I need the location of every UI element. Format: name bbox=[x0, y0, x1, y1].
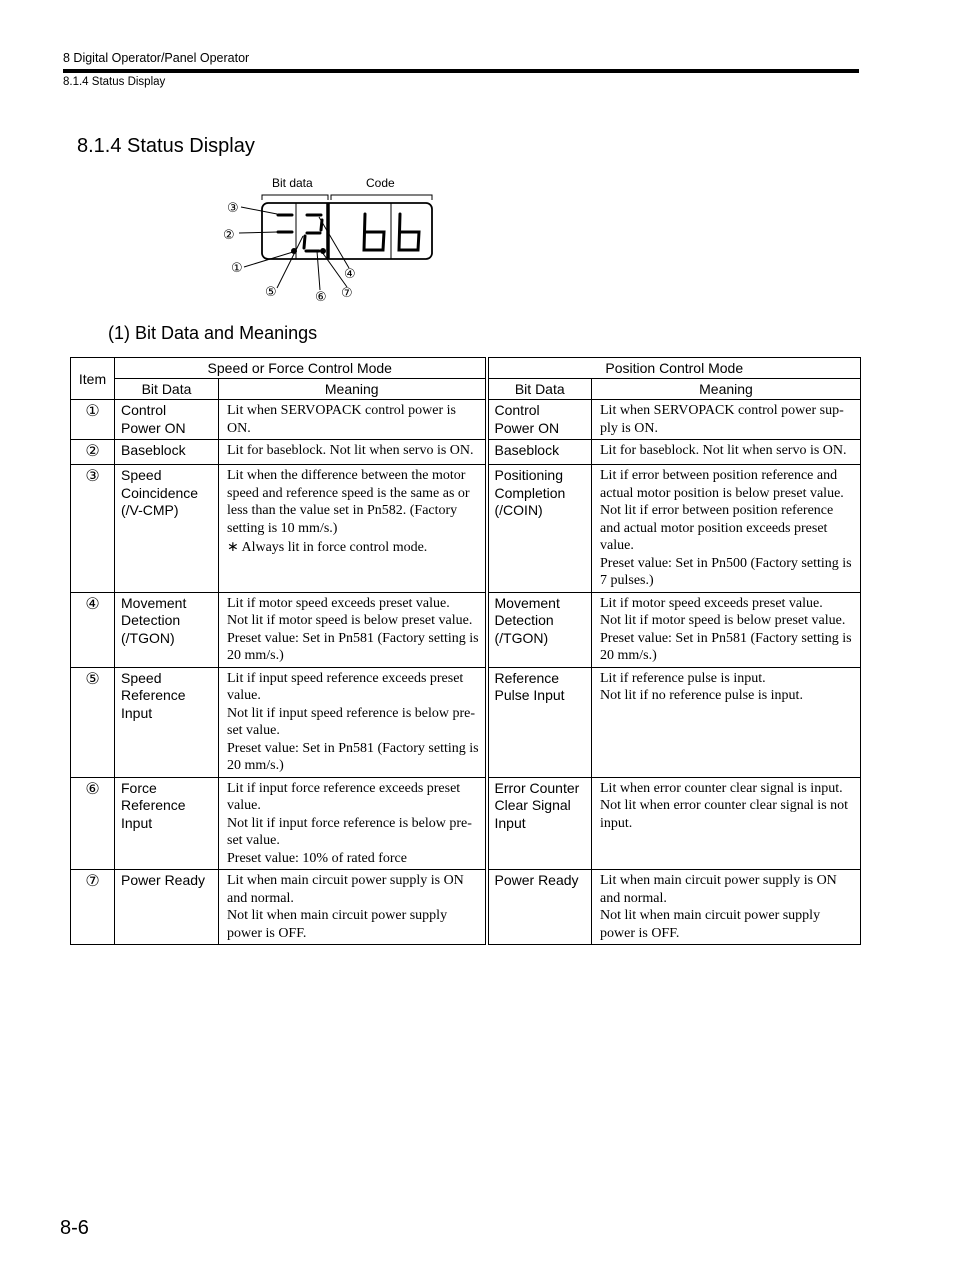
callout-1: ① bbox=[231, 261, 243, 276]
position-bit-data-cell bbox=[487, 870, 592, 945]
speed-bit-data-cell-text: Force Reference Input bbox=[121, 779, 186, 831]
speed-bit-data-cell bbox=[115, 592, 219, 667]
callout-3: ③ bbox=[227, 201, 239, 216]
speed-meaning-cell bbox=[219, 465, 487, 593]
item-cell-text: ① bbox=[85, 403, 100, 420]
code-digit-b2 bbox=[399, 214, 419, 250]
position-meaning-cell bbox=[592, 400, 861, 440]
speed-meaning-cell-text: Lit if input speed reference exceeds preset value. Not lit if input speed reference is below pre-set value. Preset value: Set in Pn581 (Factory setting is 20 mm/s.) bbox=[227, 670, 479, 773]
position-bit-data-cell bbox=[487, 777, 592, 870]
bit-data-bracket bbox=[262, 195, 328, 200]
code-label: Code bbox=[366, 176, 395, 190]
speed-meaning-cell bbox=[219, 870, 487, 945]
callout-7: ⑦ bbox=[341, 286, 353, 301]
position-meaning-cell bbox=[592, 440, 861, 465]
position-meaning-cell bbox=[592, 870, 861, 945]
subsection-title: (1) Bit Data and Meanings bbox=[108, 323, 318, 343]
position-meaning-cell bbox=[592, 667, 861, 777]
position-bit-data-cell bbox=[487, 667, 592, 777]
item-cell bbox=[71, 870, 115, 945]
item-cell bbox=[71, 400, 115, 440]
speed-bit-data-cell-text: Speed Coincidence (/V-CMP) bbox=[121, 467, 199, 518]
table-subheader-row bbox=[71, 379, 861, 400]
bit-digit-1 bbox=[278, 215, 296, 253]
callout-6: ⑥ bbox=[315, 290, 327, 305]
running-header-section: 8.1.4 Status Display bbox=[63, 76, 166, 88]
position-bit-data-cell-text: Reference Pulse Input bbox=[494, 669, 565, 703]
table-row bbox=[71, 465, 861, 593]
header-rule bbox=[63, 69, 859, 73]
speed-meaning-cell bbox=[219, 667, 487, 777]
table-row bbox=[71, 777, 861, 870]
position-meaning-cell-text: Lit when main circuit power supply is ON and normal. Not lit when main circuit power supply power is OFF. bbox=[600, 873, 837, 941]
item-cell-text: ⑤ bbox=[85, 670, 100, 688]
code-digit-b1 bbox=[364, 214, 384, 250]
speed-bit-data-cell-text: Control Power ON bbox=[121, 402, 186, 436]
position-mode-header: Position Control Mode bbox=[487, 358, 861, 379]
position-bit-data-header: Bit Data bbox=[487, 379, 592, 400]
position-bit-data-cell bbox=[487, 592, 592, 667]
item-cell bbox=[71, 777, 115, 870]
item-cell-text: ③ bbox=[85, 468, 100, 485]
table-row bbox=[71, 440, 861, 465]
table-row bbox=[71, 667, 861, 777]
item-cell bbox=[71, 667, 115, 777]
speed-bit-data-cell bbox=[115, 777, 219, 870]
item-cell bbox=[71, 465, 115, 593]
bit-data-table bbox=[70, 357, 861, 945]
code-bracket bbox=[331, 195, 432, 200]
speed-bit-data-cell bbox=[115, 400, 219, 440]
speed-meaning-cell-text: Lit if motor speed exceeds preset value. Not lit if motor speed is below preset value. Preset value: Set in Pn581 (Factory setting is 20 mm/s.) bbox=[227, 595, 479, 663]
speed-meaning-cell bbox=[219, 400, 487, 440]
speed-bit-data-cell-text: Power Ready bbox=[121, 872, 206, 888]
position-meaning-cell bbox=[592, 465, 861, 593]
section-title: 8.1.4 Status Display bbox=[77, 135, 255, 157]
item-cell-text: ④ bbox=[85, 595, 100, 613]
item-cell-text: ⑥ bbox=[85, 780, 100, 798]
position-meaning-cell-text: Lit if error between position reference and actual motor position is below preset value. Not lit if error between position reference and actual motor position exceeds preset value. Preset value: Set in Pn500 (Factory setting is 7 pulses.) bbox=[600, 468, 852, 588]
position-bit-data-cell-text: Error Counter Clear Signal Input bbox=[494, 779, 580, 831]
speed-meaning-cell-text: Lit when the difference between the motor speed and reference speed is the same as or less than the value set in Pn582. (Factory setting is 10 mm/s.) bbox=[227, 468, 470, 536]
speed-meaning-cell-text: Lit when main circuit power supply is ON and normal. Not lit when main circuit power supply power is OFF. bbox=[227, 873, 464, 941]
speed-bit-data-cell bbox=[115, 870, 219, 945]
position-bit-data-cell-text: Baseblock bbox=[494, 442, 560, 458]
speed-bit-data-cell bbox=[115, 667, 219, 777]
page-number: 8-6 bbox=[60, 1217, 89, 1239]
speed-bit-data-cell-text: Baseblock bbox=[121, 442, 186, 458]
callout-5: ⑤ bbox=[265, 285, 277, 300]
speed-bit-data-cell-text: Speed Reference Input bbox=[121, 669, 186, 721]
callout-2: ② bbox=[223, 228, 235, 243]
segment-lower-left bbox=[304, 236, 305, 248]
speed-meaning-cell-text: Lit if input force reference exceeds preset value. Not lit if input force reference is below pre-set value. Preset value: 10% of rated force bbox=[227, 780, 472, 866]
running-header-chapter: 8 Digital Operator/Panel Operator bbox=[63, 51, 250, 65]
speed-meaning-cell bbox=[219, 592, 487, 667]
position-bit-data-cell-text: Movement Detection (/TGON) bbox=[494, 594, 560, 646]
table-row bbox=[71, 870, 861, 945]
callout-4: ④ bbox=[344, 267, 356, 282]
speed-meaning-cell bbox=[219, 777, 487, 870]
speed-meaning-cell-text: Lit for baseblock. Not lit when servo is ON. bbox=[227, 443, 474, 458]
table-row bbox=[71, 400, 861, 440]
position-bit-data-cell bbox=[487, 400, 592, 440]
item-cell bbox=[71, 440, 115, 465]
position-bit-data-cell-text: Positioning Completion (/COIN) bbox=[494, 467, 566, 518]
item-cell-text: ⑦ bbox=[85, 873, 100, 890]
position-meaning-cell bbox=[592, 592, 861, 667]
force-mode-note: ∗ Always lit in force control mode. bbox=[227, 540, 428, 555]
speed-meaning-cell-text: Lit when SERVOPACK control power is ON. bbox=[227, 403, 456, 436]
bit-data-label: Bit data bbox=[272, 176, 313, 190]
position-bit-data-cell bbox=[487, 465, 592, 593]
table-body bbox=[71, 400, 861, 945]
position-bit-data-cell bbox=[487, 440, 592, 465]
position-meaning-cell-text: Lit when SERVOPACK control power sup-ply is ON. bbox=[600, 403, 844, 436]
position-meaning-cell-text: Lit for baseblock. Not lit when servo is ON. bbox=[600, 443, 847, 458]
item-cell-text: ② bbox=[85, 443, 100, 460]
speed-bit-data-cell-text: Movement Detection (/TGON) bbox=[121, 594, 187, 646]
position-bit-data-cell-text: Control Power ON bbox=[494, 402, 560, 436]
table-row bbox=[71, 592, 861, 667]
position-meaning-cell-text: Lit if motor speed exceeds preset value. Not lit if motor speed is below preset value. Preset value: Set in Pn581 (Factory setting is 20 mm/s.) bbox=[600, 595, 852, 663]
speed-meaning-header: Meaning bbox=[219, 379, 487, 400]
position-meaning-cell-text: Lit if reference pulse is input. Not lit if no reference pulse is input. bbox=[600, 670, 803, 703]
speed-bit-data-cell bbox=[115, 465, 219, 593]
speed-meaning-cell bbox=[219, 440, 487, 465]
position-meaning-cell-text: Lit when error counter clear signal is input. Not lit when error counter clear signal is not input. bbox=[600, 780, 849, 831]
speed-bit-data-cell bbox=[115, 440, 219, 465]
speed-mode-header: Speed or Force Control Mode bbox=[115, 358, 487, 379]
item-cell bbox=[71, 592, 115, 667]
position-bit-data-cell-text: Power Ready bbox=[494, 872, 579, 888]
speed-bit-data-header: Bit Data bbox=[115, 379, 219, 400]
table-header-row bbox=[71, 358, 861, 379]
status-display-diagram bbox=[215, 172, 455, 307]
position-meaning-header: Meaning bbox=[592, 379, 861, 400]
position-meaning-cell bbox=[592, 777, 861, 870]
item-header: Item bbox=[71, 358, 115, 400]
